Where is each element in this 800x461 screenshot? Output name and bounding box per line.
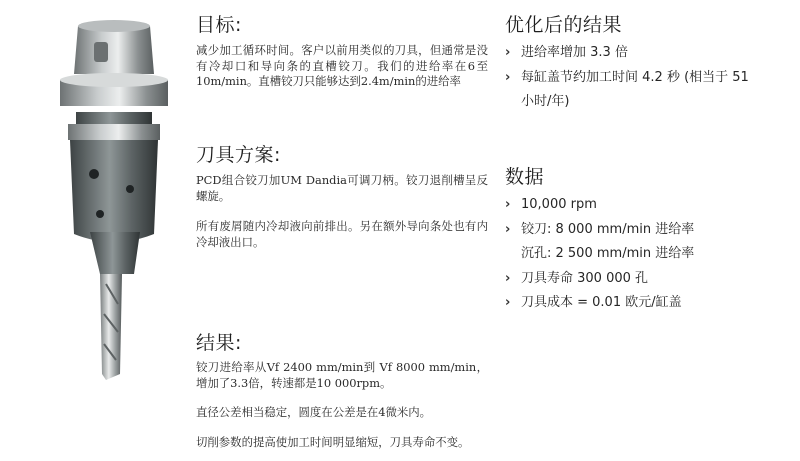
chevron-right-icon: › (505, 295, 511, 310)
data-section (505, 162, 795, 316)
goal-section (196, 10, 488, 90)
data-title: 数据 (505, 166, 545, 188)
list-item: › 10,000 rpm (505, 193, 795, 218)
result-text-2: 直径公差相当稳定，圆度在公差是在4微米内。 (196, 405, 432, 419)
goal-text: 减少加工循环时间。客户以前用类似的刀具，但通常是没有冷却口和导向条的直槽铰刀。我们的进给率在6至10m/min。直槽铰刀只能够达到2.4m/min的进给率 (196, 43, 488, 88)
list-item: 沉孔: 2 500 mm/min 进给率 (521, 246, 695, 261)
chevron-right-icon: › (505, 270, 511, 286)
optimized-list (505, 41, 795, 115)
list-item: › 刀具寿命 300 000 孔 (505, 267, 795, 292)
plan-text-2: 所有废屑随内冷却液向前排出。另在额外导向条处也有内冷却液出口。 (196, 219, 488, 249)
chevron-right-icon: › (505, 197, 511, 212)
goal-title: 目标: (196, 14, 242, 36)
tool-holder-reamer-image (50, 14, 180, 384)
result-section (196, 328, 488, 450)
result-text-1: 铰刀进给率从Vf 2400 mm/min到 Vf 8000 mm/min，增加了3.3倍，转速都是10 000rpm。 (196, 360, 488, 390)
data-list (505, 193, 795, 316)
optimized-title: 优化后的结果 (505, 14, 623, 36)
chevron-right-icon: › (505, 45, 511, 60)
plan-text-1: PCD组合铰刀加UM Dandia可调刀柄。铰刀退削槽呈反螺旋。 (196, 173, 488, 203)
plan-section (196, 140, 488, 250)
list-item: › 进给率增加 3.3 倍 (505, 41, 795, 66)
result-title: 结果: (196, 332, 242, 354)
chevron-right-icon: › (505, 69, 511, 85)
list-item: 小时/年) (521, 94, 570, 109)
list-item: › 每缸盖节约加工时间 4.2 秒 (相当于 51 (505, 66, 795, 91)
list-item: › 铰刀: 8 000 mm/min 进给率 (505, 218, 795, 243)
plan-title: 刀具方案: (196, 144, 281, 166)
chevron-right-icon: › (505, 221, 511, 237)
result-text-3: 切削参数的提高使加工时间明显缩短，刀具寿命不变。 (196, 434, 470, 449)
list-item: › 刀具成本 = 0.01 欧元/缸盖 (505, 291, 795, 316)
optimized-section (505, 10, 795, 115)
